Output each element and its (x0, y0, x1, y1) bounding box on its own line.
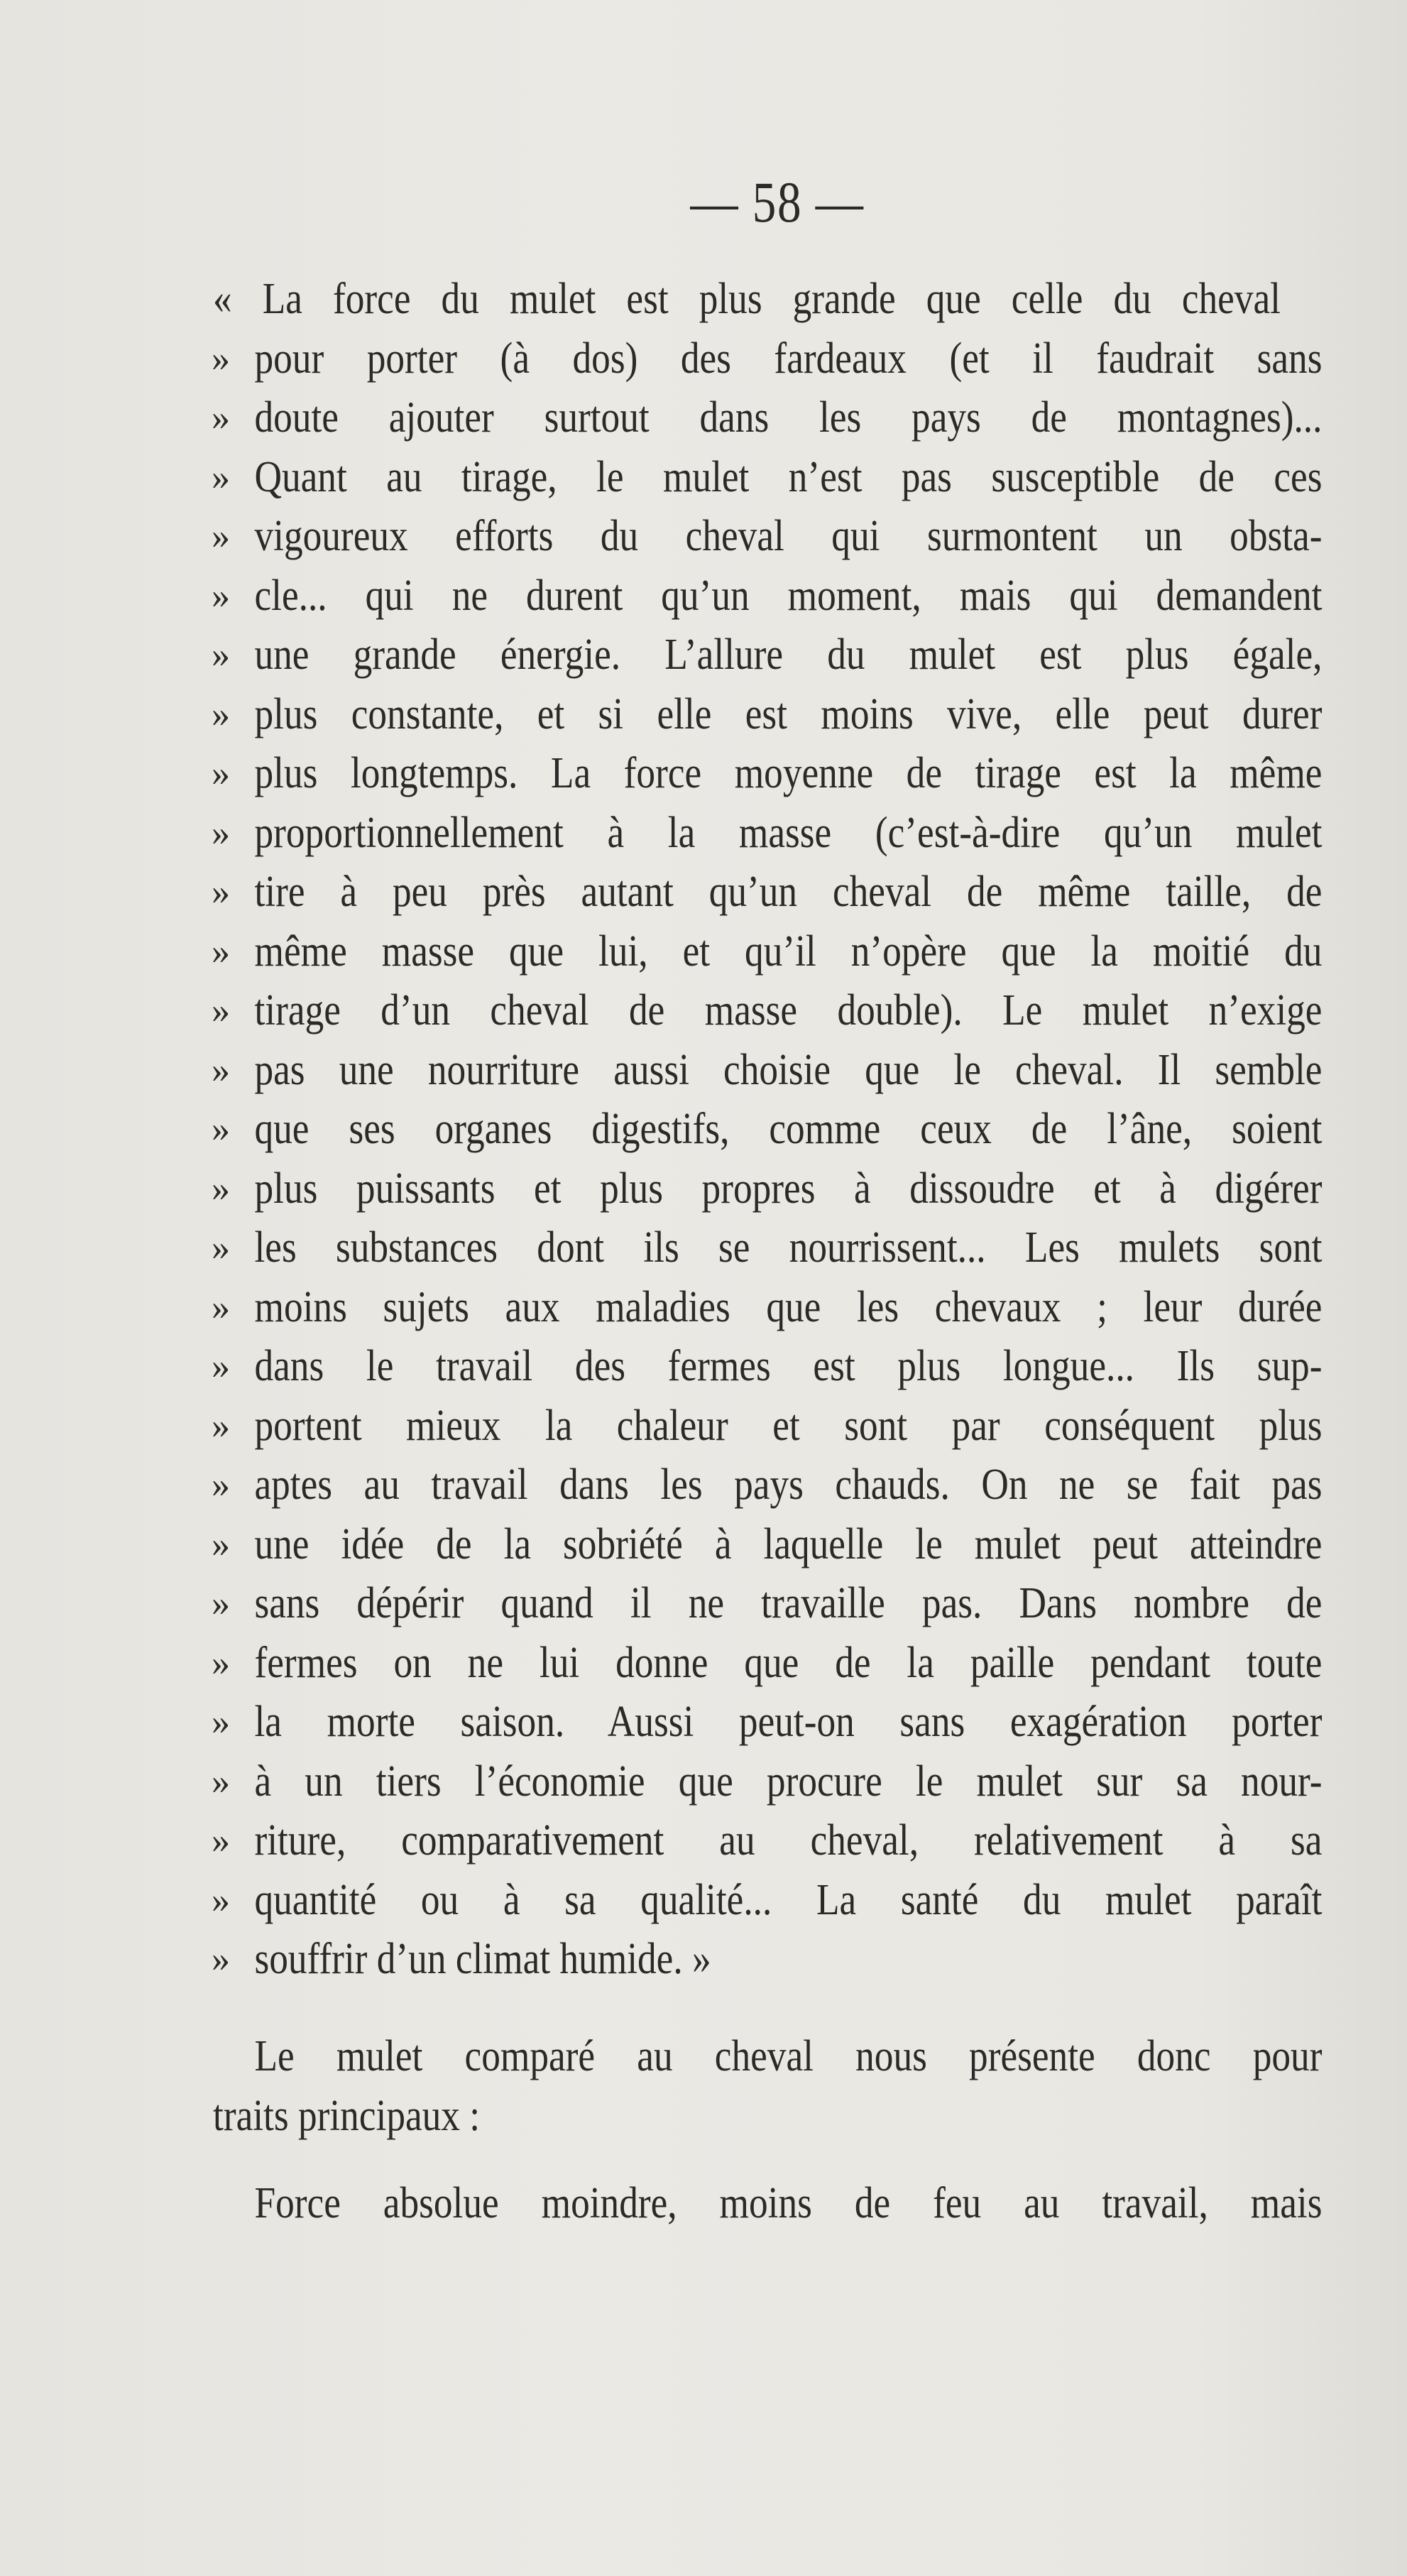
paragraph-summary (213, 2027, 1329, 2146)
page-number: — 58 — (690, 170, 865, 234)
quote-line (213, 1218, 1329, 1278)
quote-line-text: doute ajouter surtout dans les pays de montagnes)... (254, 393, 1323, 442)
guillemet-marker: » (212, 1168, 230, 1209)
quote-line (213, 685, 1329, 745)
guillemet-marker: » (212, 1583, 230, 1624)
quote-line-text: une grande énergie. L’allure du mulet est plus égale, (254, 631, 1323, 679)
guillemet-marker: » (212, 990, 230, 1031)
quote-line-text: cle... qui ne durent qu’un moment, mais qui demandent (254, 571, 1323, 620)
quote-line (213, 863, 1329, 922)
quote-line-text: la morte saison. Aussi peut-on sans exagération porter (254, 1698, 1323, 1746)
quote-line-text: que ses organes digestifs, comme ceux de l’âne, soient (254, 1105, 1323, 1153)
guillemet-marker: » (212, 1405, 230, 1446)
quote-line-text: plus puissants et plus propres à dissoudre et à digérer (254, 1164, 1323, 1213)
quote-line (213, 1574, 1329, 1634)
guillemet-marker: » (212, 931, 230, 972)
quote-line-text: dans le travail des fermes est plus longue... Ils sup- (254, 1342, 1323, 1390)
quote-line-text: plus longtemps. La force moyenne de tirage est la même (254, 749, 1323, 797)
quote-line (213, 1930, 1329, 1990)
guillemet-marker: » (212, 1346, 230, 1387)
quote-line (213, 1278, 1329, 1338)
quote-line-text: quantité ou à sa qualité... La santé du mulet paraît (254, 1875, 1323, 1924)
quote-line-text: « La force du mulet est plus grande que celle du cheval (213, 275, 1281, 323)
quote-line (213, 567, 1329, 626)
guillemet-marker: » (212, 1228, 230, 1268)
quote-line-text: une idée de la sobriété à laquelle le mulet peut atteindre (254, 1519, 1323, 1568)
quote-line-text: portent mieux la chaleur et sont par conséquent plus (254, 1401, 1323, 1450)
guillemet-marker: » (212, 1109, 230, 1150)
guillemet-marker: » (212, 516, 230, 557)
guillemet-marker: » (212, 1879, 230, 1921)
quote-line-text: moins sujets aux maladies que les chevaux ; leur durée (254, 1282, 1323, 1331)
quote-line (213, 448, 1329, 508)
quote-line-text: fermes on ne lui donne que de la paille pendant toute (254, 1638, 1323, 1687)
quote-line (213, 626, 1329, 685)
quote-line-text: pour porter (à dos) des fardeaux (et il faudrait sans (254, 334, 1323, 383)
quote-line (213, 981, 1329, 1041)
guillemet-marker: » (212, 872, 230, 912)
paragraph-line: traits principaux : (213, 2091, 481, 2140)
quote-line (213, 1159, 1329, 1219)
guillemet-marker: » (212, 1939, 230, 1980)
quote-line-text: même masse que lui, et qu’il n’opère que la moitié du (254, 927, 1323, 976)
guillemet-marker: » (212, 635, 230, 675)
quote-line (213, 1634, 1329, 1693)
guillemet-marker: » (212, 338, 230, 379)
paragraph-traits (213, 2174, 1329, 2234)
quote-line-text: aptes au travail dans les pays chauds. On ne se fait pas (254, 1461, 1323, 1509)
paragraph-line: Force absolue moindre, moins de feu au travail, mais (254, 2179, 1323, 2227)
quote-line (213, 1693, 1329, 1752)
guillemet-marker: » (212, 1049, 230, 1091)
quote-line (213, 388, 1329, 448)
guillemet-marker: » (212, 1761, 230, 1802)
guillemet-marker: » (212, 1642, 230, 1683)
quote-line (213, 1456, 1329, 1515)
quote-line (213, 1515, 1329, 1575)
quote-line (213, 922, 1329, 982)
guillemet-marker: » (212, 694, 230, 735)
guillemet-marker: » (212, 1287, 230, 1328)
quote-line-text: tire à peu près autant qu’un cheval de même taille, de (254, 868, 1323, 916)
quote-line-text: pas une nourriture aussi choisie que le cheval. Il semble (254, 1045, 1323, 1094)
quote-line (213, 804, 1329, 863)
quote-line-text: Quant au tirage, le mulet n’est pas susceptible de ces (254, 452, 1323, 501)
quotation-block (213, 270, 1329, 1990)
quote-line (213, 1871, 1329, 1931)
guillemet-marker: » (212, 398, 230, 438)
quote-line (213, 1337, 1329, 1397)
quote-line (213, 1100, 1329, 1159)
quote-line-text: plus constante, et si elle est moins vive, elle peut durer (254, 689, 1323, 738)
guillemet-marker: » (212, 812, 230, 853)
quote-line (213, 744, 1329, 804)
guillemet-marker: » (212, 753, 230, 794)
quote-line (213, 1397, 1329, 1456)
quote-line-text: proportionnellement à la masse (c’est-à-dire qu’un mulet (254, 808, 1323, 857)
quote-line-text: riture, comparativement au cheval, relativement à sa (254, 1816, 1323, 1865)
guillemet-marker: » (212, 575, 230, 616)
paragraph-line: Le mulet comparé au cheval nous présente donc pour (254, 2032, 1323, 2080)
guillemet-marker: » (212, 1821, 230, 1861)
quote-line (213, 270, 1329, 329)
guillemet-marker: » (212, 1702, 230, 1742)
guillemet-marker: » (212, 457, 230, 498)
quote-line (213, 1811, 1329, 1871)
quote-line-text: les substances dont ils se nourrissent... Les mulets sont (254, 1223, 1323, 1272)
quote-line-text: sans dépérir quand il ne travaille pas. Dans nombre de (254, 1579, 1323, 1627)
quote-line-text: à un tiers l’économie que procure le mulet sur sa nour- (254, 1757, 1323, 1806)
guillemet-marker: » (212, 1524, 230, 1565)
quote-line-text: vigoureux efforts du cheval qui surmontent un obsta- (254, 512, 1323, 560)
quote-line (213, 1752, 1329, 1812)
quote-line (213, 507, 1329, 567)
quote-line (213, 1041, 1329, 1101)
quote-line-text: tirage d’un cheval de masse double). Le mulet n’exige (254, 986, 1323, 1035)
quote-line-text: souffrir d’un climat humide. » (254, 1935, 711, 1983)
guillemet-marker: » (212, 1465, 230, 1505)
quote-line (213, 329, 1329, 389)
